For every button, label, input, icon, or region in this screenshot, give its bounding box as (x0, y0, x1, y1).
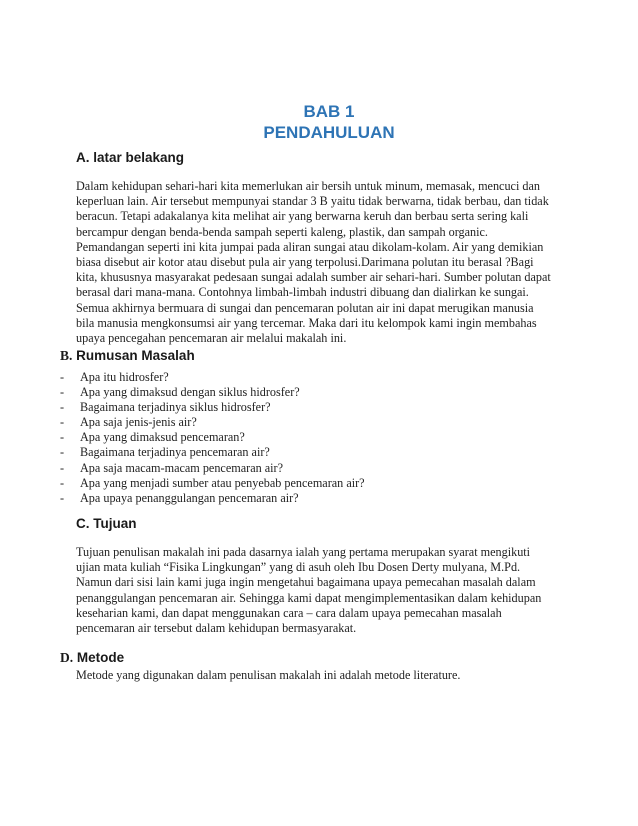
section-c-heading: C. Tujuan (76, 516, 137, 531)
section-b-heading (60, 348, 195, 364)
paragraph-line: ujian mata kuliah “Fisika Lingkungan” yang di asuh oleh Ibu Dosen Derty mulyana, M.Pd. (76, 560, 521, 575)
paragraph-line: Tujuan penulisan makalah ini pada dasarnya ialah yang pertama merupakan syarat mengikuti (76, 545, 531, 559)
paragraph-line: upaya pencegahan pencemaran air melalui makalah ini. (76, 331, 347, 346)
bullet-dash: - (60, 370, 65, 384)
bullet-dash: - (60, 430, 65, 445)
paragraph-line: beracun. Tetapi adakalanya kita melihat air yang berwarna keruh dan berbau serta sering kali (76, 209, 529, 224)
bullet-dash: - (60, 400, 65, 415)
bullet-dash: - (60, 490, 65, 505)
section-d-letter: D. (60, 650, 74, 665)
bullet-dash: - (60, 460, 65, 475)
section-d-heading (60, 650, 124, 666)
paragraph-line: keseharian kami, dan dapat menggunakan cara – cara dalam upaya pemecahan masalah (76, 605, 502, 620)
paragraph-line: Metode yang digunakan dalam penulisan makalah ini adalah metode literature. (76, 668, 461, 682)
paragraph-line: Namun dari sisi lain kami juga ingin mengetahui bagaimana upaya pemecahan masalah dalam (76, 575, 536, 590)
chapter-subtitle: PENDAHULUAN (263, 123, 395, 142)
paragraph-line: berasal dari mana-mana. Contohnya limbah-limbah industri dibuang dan dialirkan ke sungai. (76, 285, 529, 300)
paragraph-line: Dalam kehidupan sehari-hari kita memerlukan air bersih untuk minum, memasak, mencuci dan (76, 179, 540, 193)
bullet-dash: - (60, 475, 65, 490)
paragraph-line: keperluan lain. Air tersebut mempunyai standar 3 B yaitu tidak berwarna, tidak berbau, dan tidak (76, 194, 549, 209)
paragraph-line: penanggulangan pencemaran air. Sehingga kami dapat mengimplementasikan dalam kehidupan (76, 590, 542, 605)
section-a-heading: A. latar belakang (76, 150, 185, 165)
document-page: BAB 1 PENDAHULUAN A. latar belakang Dalam kehidupan sehari-hari kita memerlukan air bersih untuk minum, memasak, mencuci dan keperluan lain. Air tersebut mempunyai standar 3 B yaitu tidak berwarna, tidak berbau, dan tidak beracun. Tetapi adakalanya kita melihat air yang berwarna keruh dan berbau serta sering kali bercampur dengan benda-benda sampah seperti kaleng, plastik, dan sampah organic. Pemandangan seperti ini kita jumpai pada aliran sungai atau dikolam-kolam. Air yang demikian biasa disebut air kotor atau disebut pula air yang terpolusi.Darimana polutan itu berasal ?Bagi kita, khususnya masyarakat pedesaan sungai adalah sumber air sehari-hari. Sumber polutan dapat berasal dari mana-mana. Contohnya limbah-limbah industri dibuang dan dialirkan ke sungai. Semua akhirnya bermuara di sungai dan pencemaran polutan air ini dapat merugikan manusia bila manusia mengkonsumsi air yang tercemar. Maka dari itu kelompok kami ingin membahas upaya pencegahan pencemaran air melalui makalah ini. B. Rumusan Masalah - Apa itu hidrosfer? - Apa yang dimaksud dengan siklus hidrosfer? - Bagaimana terjadinya siklus hidrosfer? - Apa saja jenis-jenis air? - Apa yang dimaksud pencemaran? - Bagaimana terjadinya pencemaran air? - Apa saja macam-macam pencemaran air? - Apa yang menjadi sumber atau penyebab pencemaran air? - Apa upaya penanggulangan pencemaran air? C. Tujuan Tujuan penulisan makalah ini pada dasarnya ialah yang pertama merupakan syarat mengikuti ujian mata kuliah “Fisika Lingkungan” yang di asuh oleh Ibu Dosen Derty mulyana, M.Pd. Namun dari sisi lain kami juga ingin mengetahui bagaimana upaya pemecahan masalah dalam penanggulangan pencemaran air. Sehingga kami dapat mengimplementasikan dalam kehidupan keseharian kami, dan dapat menggunakan cara – cara dalam upaya pemecahan masalah pencemaran air tersebut dalam kehidupan bermasyarakat. D. Metode Metode yang digunakan dalam penulisan makalah ini adalah metode literature. (0, 0, 638, 826)
paragraph-line: Semua akhirnya bermuara di sungai dan pencemaran polutan air ini dapat merugikan manusia (76, 300, 534, 315)
section-b-title: Rumusan Masalah (76, 348, 195, 363)
paragraph-line: pencemaran air tersebut dalam kehidupan bermasyarakat. (76, 621, 357, 636)
section-d-paragraph (76, 668, 566, 683)
section-c-paragraph (76, 545, 566, 636)
section-b-letter: B. (60, 348, 73, 363)
bullet-dash: - (60, 415, 65, 430)
paragraph-line: bila manusia mengkonsumsi air yang tercemar. Maka dari itu kelompok kami ingin membahas (76, 315, 537, 330)
paragraph-line: kita, khususnya masyarakat pedesaan sungai adalah sumber air sehari-hari. Sumber polutan dapat (76, 270, 551, 285)
bullet-dash: - (60, 385, 65, 400)
section-d-title: Metode (76, 650, 125, 665)
paragraph-line: Pemandangan seperti ini kita jumpai pada aliran sungai atau dikolam-kolam. Air yang demikian (76, 239, 544, 254)
bullet-dash: - (60, 445, 65, 460)
section-a-paragraph (76, 179, 566, 346)
chapter-title: BAB 1 (303, 102, 355, 121)
paragraph-line: bercampur dengan benda-benda sampah seperti kaleng, plastik, dan sampah organic. (76, 224, 488, 239)
paragraph-line: biasa disebut air kotor atau disebut pula air yang terpolusi.Darimana polutan itu berasal ?Bagi (76, 255, 534, 270)
